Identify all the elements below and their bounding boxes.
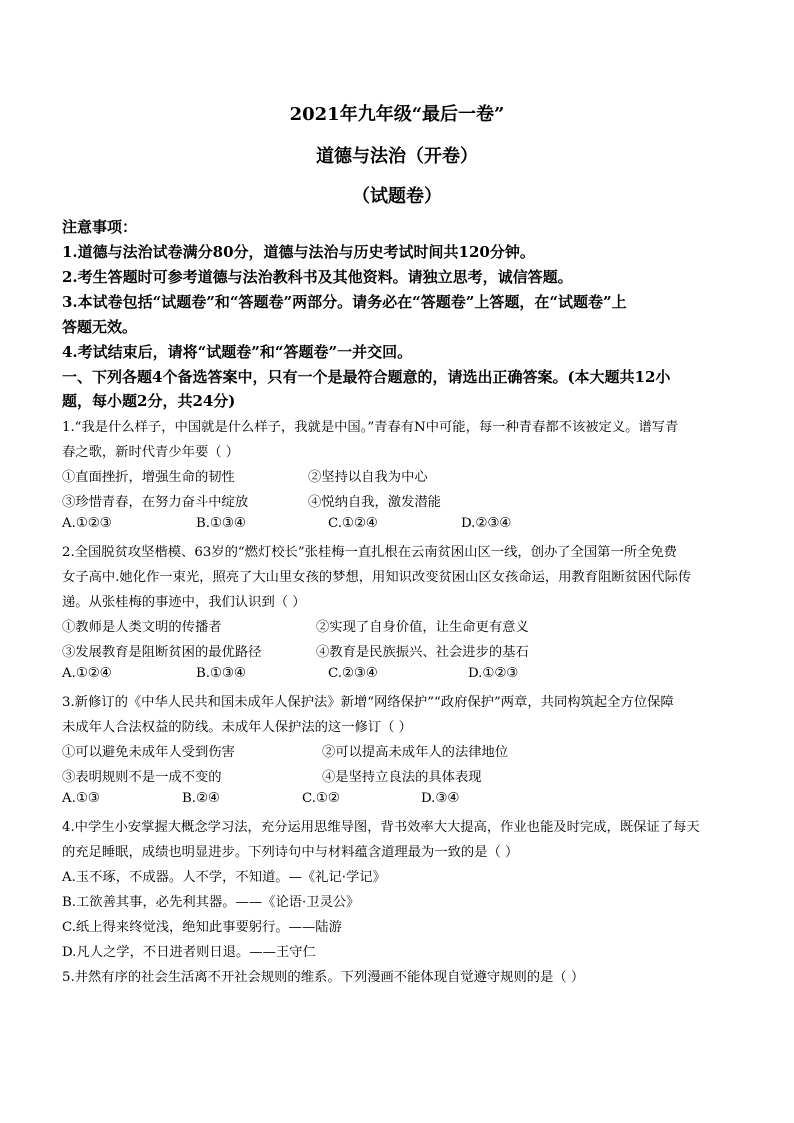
notes-item: 答题无效。 [62,318,138,336]
q3-statement-2: ②可以提高未成年人的法律地位 [322,745,509,760]
q1-option-c: C.①②④ [328,516,378,531]
q2-statement-4: ④教育是民族振兴、社会进步的基石 [316,645,529,660]
q4-option-c: C.纸上得来终觉浅，绝知此事要躬行。——陆游 [62,920,342,935]
question-3-stem: 未成年人合法权益的防线。未成年人保护法的这一修订（ ） [62,720,412,735]
q3-option-b: B.②④ [182,791,220,806]
q2-option-d: D.①②③ [468,666,519,681]
q2-statement-3: ③发展教育是阻断贫困的最优路径 [62,645,262,660]
question-2-stem: 女子高中.她化作一束光，照亮了大山里女孩的梦想，用知识改变贫困山区女孩命运，用教育阻断贫困代际传 [62,570,692,585]
q1-statement-3: ③珍惜青春，在努力奋斗中绽放 [62,495,249,510]
question-5-stem: 5.井然有序的社会生活离不开社会规则的维系。下列漫画不能体现自觉遵守规则的是（ ） [62,970,585,985]
q2-statement-1: ①教师是人类文明的传播者 [62,620,222,635]
q2-option-a: A.①②④ [62,666,112,681]
section-heading: 一、下列各题4个备选答案中，只有一个是最符合题意的，请选出正确答案。(本大题共12小 [62,368,671,386]
subject-title: 道德与法治（开卷） [316,146,478,167]
q2-statement-2: ②实现了自身价值，让生命更有意义 [316,620,529,635]
q1-option-d: D.②③④ [461,516,512,531]
q4-option-b: B.工欲善其事，必先利其器。——《论语·卫灵公》 [62,895,360,910]
q1-statement-4: ④悦纳自我，激发潜能 [308,495,441,510]
notes-item: 1.道德与法治试卷满分80分，道德与法治与历史考试时间共120分钟。 [62,243,535,261]
question-4-stem: 的充足睡眠，成绩也明显进步。下列诗句中与材料蕴含道理最为一致的是（ ） [62,845,519,860]
q1-option-b: B.①③④ [196,516,246,531]
question-1-stem: 春之歌，新时代青少年要（ ） [62,445,240,460]
q2-option-c: C.②③④ [328,666,378,681]
paper-type-title: （试题卷） [352,186,442,207]
q1-statement-1: ①直面挫折，增强生命的韧性 [62,470,235,485]
q3-option-c: C.①② [302,791,340,806]
q4-option-a: A.玉不琢，不成器。人不学，不知道。—《礼记·学记》 [62,870,386,885]
notes-item: 3.本试卷包括“试题卷”和“答题卷”两部分。请务必在“答题卷”上答题，在“试题卷”上 [62,293,627,311]
q4-option-d: D.凡人之学，不日进者则日退。——王守仁 [62,945,316,960]
q3-option-d: D.③④ [421,791,460,806]
q3-option-a: A.①③ [62,791,100,806]
q1-option-a: A.①②③ [62,516,112,531]
question-2-stem: 递。从张桂梅的事迹中，我们认识到（ ） [62,595,306,610]
notes-item: 4.考试结束后，请将“试题卷”和“答题卷”一并交回。 [62,343,413,361]
question-2-stem: 2.全国脱贫攻坚楷模、63岁的“燃灯校长”张桂梅一直扎根在云南贫困山区一线，创办了全国第一所全免费 [62,545,677,560]
q3-statement-4: ④是坚持立良法的具体表现 [322,770,482,785]
question-3-stem: 3.新修订的《中华人民共和国未成年人保护法》新增“网络保护”“政府保护”两章，共同构筑起全方位保障 [62,695,674,710]
q2-option-b: B.①③④ [196,666,246,681]
exam-title: 2021年九年级“最后一卷” [289,104,505,125]
notes-item: 2.考生答题时可参考道德与法治教科书及其他资料。请独立思考，诚信答题。 [62,268,573,286]
section-heading-cont: 题，每小题2分，共24分) [62,392,236,410]
q3-statement-1: ①可以避免未成年人受到伤害 [62,745,235,760]
q3-statement-3: ③表明规则不是一成不变的 [62,770,222,785]
question-4-stem: 4.中学生小安掌握大概念学习法，充分运用思维导图，背书效率大大提高，作业也能及时完成，既保证了每天 [62,820,700,835]
question-1-stem: 1.“我是什么样子，中国就是什么样子，我就是中国。”青春有N中可能，每一种青春都不该被定义。谱写青 [62,420,679,435]
notes-heading: 注意事项： [62,218,138,236]
q1-statement-2: ②坚持以自我为中心 [308,470,428,485]
